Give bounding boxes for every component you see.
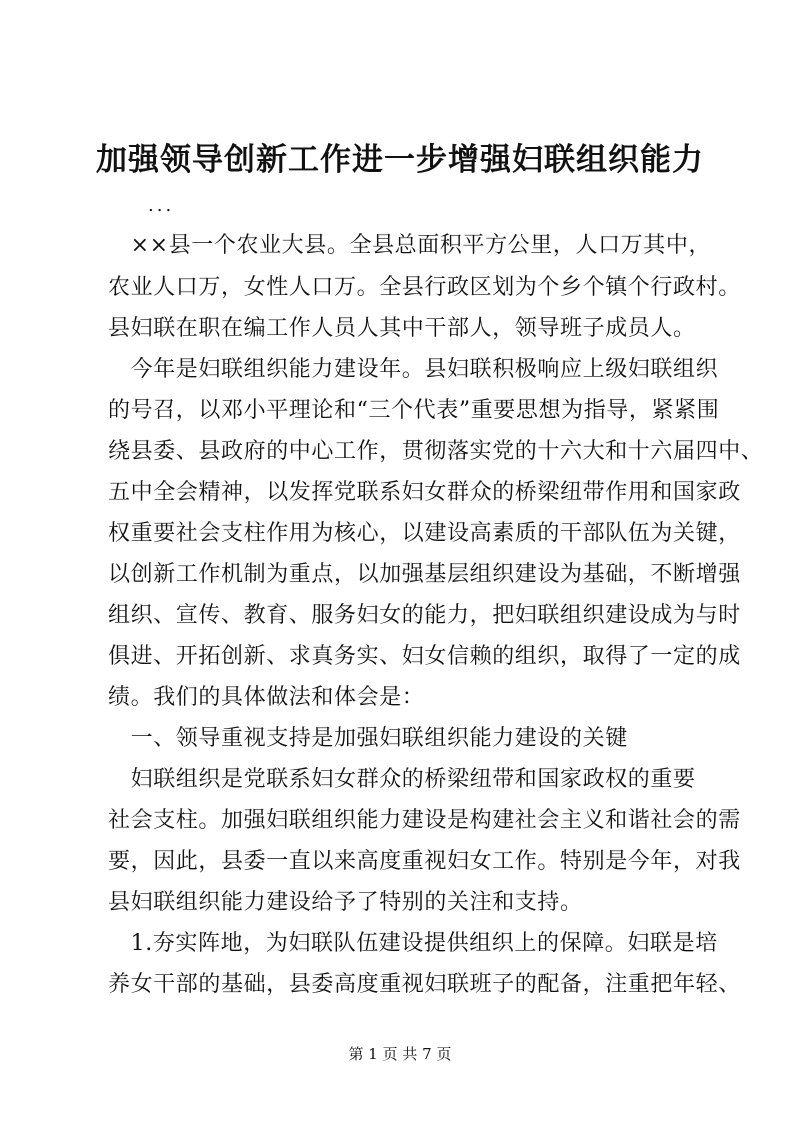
body-line: 以创新工作机制为重点，以加强基层组织建设为基础，不断增强 [108, 562, 741, 587]
body-line: 县妇联组织能力建设给予了特别的关注和支持。 [108, 890, 583, 915]
body-line: 要，因此，县委一直以来高度重视妇女工作。特别是今年，对我 [108, 849, 741, 874]
body-line: 农业人口万，女性人口万。全县行政区划为个乡个镇个行政村。 [108, 275, 741, 300]
body-line: 今年是妇联组织能力建设年。县妇联积极响应上级妇联组织 [108, 357, 719, 382]
section-heading: 一、领导重视支持是加强妇联组织能力建设的关键 [108, 726, 628, 751]
body-line: 绩。我们的具体做法和体会是： [108, 685, 425, 710]
body-line: 绕县委、县政府的中心工作，贯彻落实党的十六大和十六届四中、 [108, 439, 764, 464]
body-line: ××县一个农业大县。全县总面积平方公里，人口万其中， [108, 233, 712, 258]
body-line: 养女干部的基础，县委高度重视妇联班子的配备，注重把年轻、 [108, 972, 741, 997]
ellipsis-mark: ... [148, 195, 175, 216]
body-line: 五中全会精神，以发挥党联系妇女群众的桥梁纽带作用和国家政 [108, 480, 741, 505]
document-title: 加强领导创新工作进一步增强妇联组织能力 [96, 142, 704, 178]
page-footer: 第 1 页 共 7 页 [348, 1045, 452, 1063]
body-line: 俱进、开拓创新、求真务实、妇女信赖的组织，取得了一定的成 [108, 644, 741, 669]
body-line: 权重要社会支柱作用为核心，以建设高素质的干部队伍为关键， [108, 521, 741, 546]
body-line: 社会支柱。加强妇联组织能力建设是构建社会主义和谐社会的需 [108, 808, 741, 833]
body-line: 妇联组织是党联系妇女群众的桥梁纽带和国家政权的重要 [108, 767, 696, 792]
body-line: 的号召，以邓小平理论和“三个代表”重要思想为指导，紧紧围 [108, 398, 720, 423]
body-line: 1.夯实阵地，为妇联队伍建设提供组织上的保障。妇联是培 [108, 931, 718, 956]
body-line: 县妇联在职在编工作人员人其中干部人，领导班子成员人。 [108, 316, 696, 341]
body-line: 组织、宣传、教育、服务妇女的能力，把妇联组织建设成为与时 [108, 603, 741, 628]
